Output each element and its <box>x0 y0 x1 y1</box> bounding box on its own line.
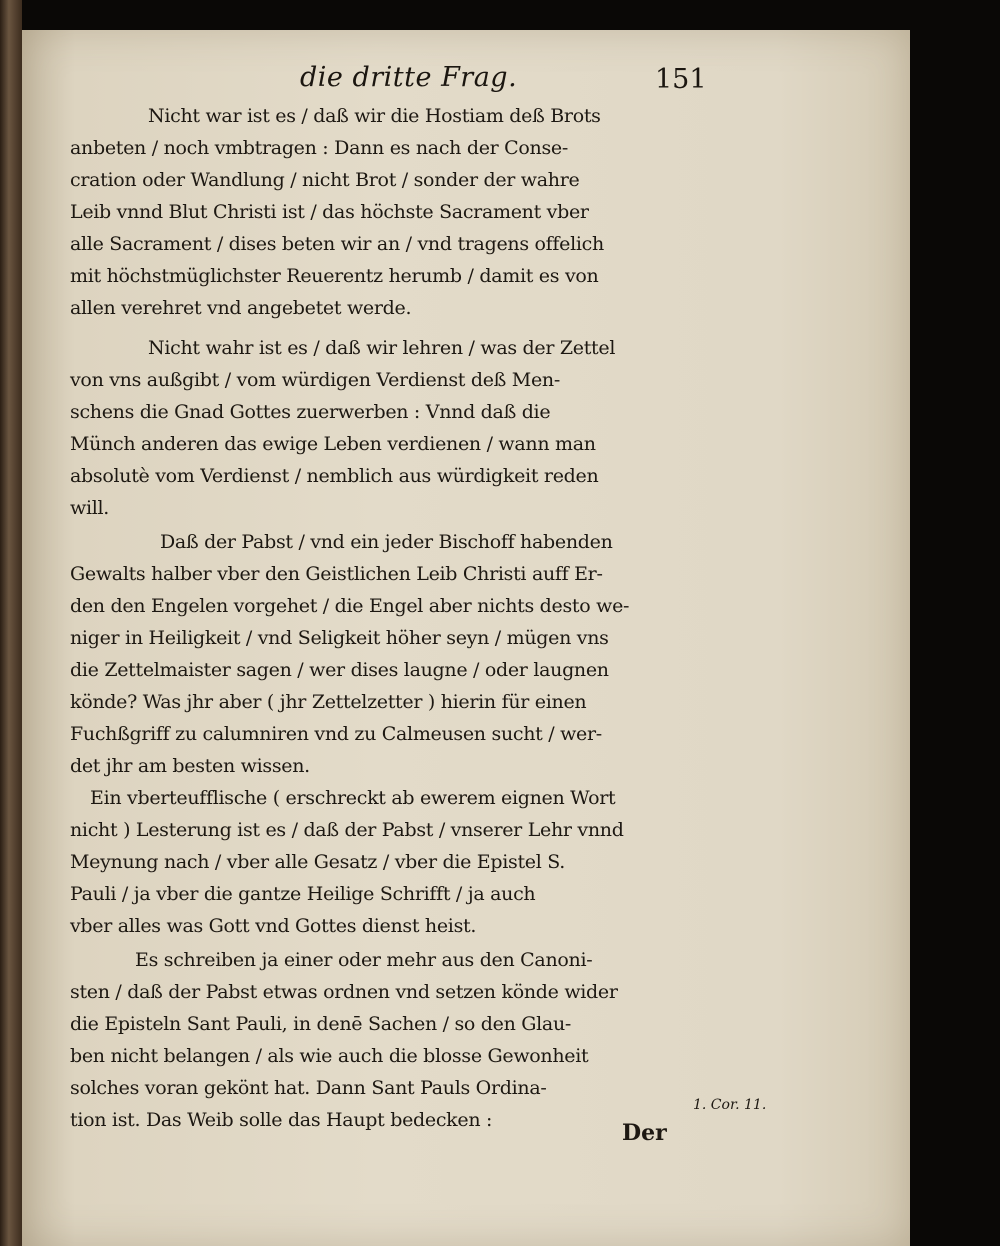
book-spine-edge <box>0 0 22 1246</box>
text-line: sten / daß der Pabst etwas ordnen vnd setzen könde wider <box>70 981 618 1003</box>
text-line: cration oder Wandlung / nicht Brot / sonder der wahre <box>70 169 580 191</box>
catchword: Der <box>622 1120 667 1146</box>
text-line: det jhr am besten wissen. <box>70 755 310 777</box>
text-line: ben nicht belangen / als wie auch die blosse Gewonheit <box>70 1045 589 1067</box>
text-line: Münch anderen das ewige Leben verdienen / wann man <box>70 433 596 455</box>
text-line: tion ist. Das Weib solle das Haupt bedecken : <box>70 1109 493 1131</box>
text-line: Leib vnnd Blut Christi ist / das höchste Sacrament vber <box>70 201 589 223</box>
text-line: Fuchßgriff zu calumniren vnd zu Calmeusen sucht / wer- <box>70 723 602 745</box>
page-header <box>290 62 710 102</box>
text-line: allen verehret vnd angebetet werde. <box>70 297 412 319</box>
text-line: könde? Was jhr aber ( jhr Zettelzetter ) hierin für einen <box>70 691 587 713</box>
text-line: mit höchstmüglichster Reuerentz herumb / damit es von <box>70 265 599 287</box>
text-line: Ein vberteufflische ( erschreckt ab ewerem eignen Wort <box>90 787 616 809</box>
text-line: die Episteln Sant Pauli, in denē Sachen / so den Glau- <box>70 1013 572 1035</box>
text-line: vber alles was Gott vnd Gottes dienst heist. <box>70 915 477 937</box>
text-line: niger in Heiligkeit / vnd Seligkeit höher seyn / mügen vns <box>70 627 609 649</box>
text-line: Meynung nach / vber alle Gesatz / vber die Epistel S. <box>70 851 566 873</box>
text-line: will. <box>70 497 110 519</box>
text-line: absolutè vom Verdienst / nemblich aus würdigkeit reden <box>70 465 599 487</box>
text-line: Nicht war ist es / daß wir die Hostiam deß Brots <box>148 105 601 127</box>
text-line: Pauli / ja vber die gantze Heilige Schrifft / ja auch <box>70 883 536 905</box>
text-line: von vns außgibt / vom würdigen Verdienst deß Men- <box>70 369 560 391</box>
page-number: 151 <box>655 64 707 95</box>
text-line: nicht ) Lesterung ist es / daß der Pabst / vnserer Lehr vnnd <box>70 819 624 841</box>
text-line: schens die Gnad Gottes zuerwerben : Vnnd daß die <box>70 401 551 423</box>
text-line: alle Sacrament / dises beten wir an / vnd tragens offelich <box>70 233 604 255</box>
text-line: die Zettelmaister sagen / wer dises laugne / oder laugnen <box>70 659 609 681</box>
text-line: Es schreiben ja einer oder mehr aus den Canoni- <box>135 949 593 971</box>
text-line: solches voran gekönt hat. Dann Sant Pauls Ordina- <box>70 1077 547 1099</box>
text-line: Nicht wahr ist es / daß wir lehren / was der Zettel <box>148 337 616 359</box>
text-line: Daß der Pabst / vnd ein jeder Bischoff habenden <box>160 531 613 553</box>
marginal-note: 1. Cor. 11. <box>693 1097 767 1113</box>
text-line: den den Engelen vorgehet / die Engel aber nichts desto we- <box>70 595 630 617</box>
text-line: anbeten / noch vmbtragen : Dann es nach der Conse- <box>70 137 568 159</box>
running-head: die dritte Frag. <box>300 62 518 93</box>
text-line: Gewalts halber vber den Geistlichen Leib Christi auff Er- <box>70 563 603 585</box>
